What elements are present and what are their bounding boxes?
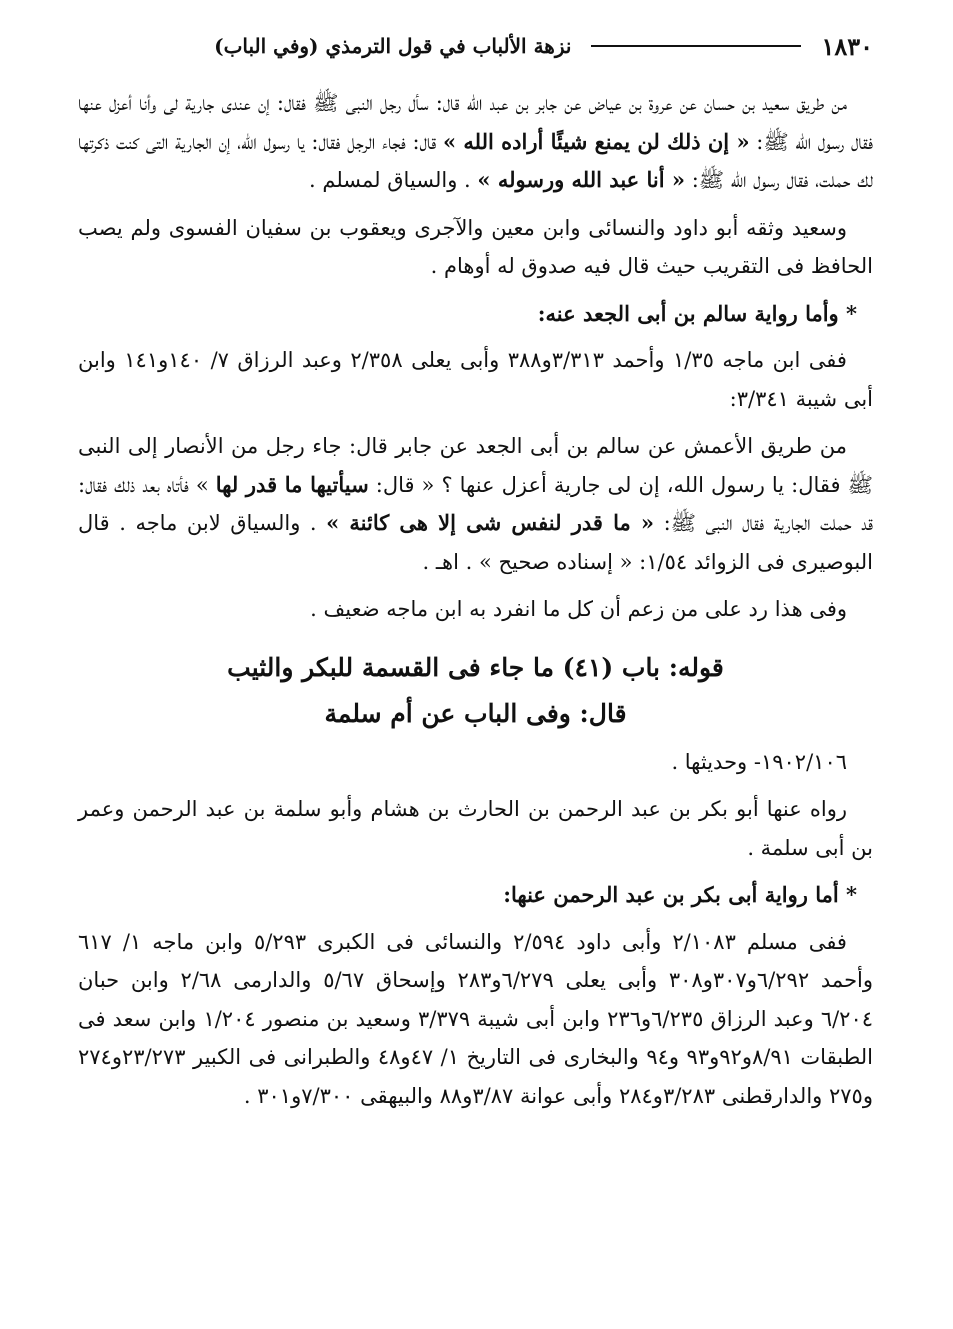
- chapter-subtitle: قال: وفى الباب عن أم سلمة: [324, 698, 627, 728]
- paragraph-4-text-a: من طريق الأعمش عن سالم بن أبى الجعد عن جابر قال: جاء رجل من الأنصار إلى النبى ﷺ فقال: يا رسول الله، إن لى جارية أعزل عنها ؟ « قال:: [78, 434, 873, 497]
- paragraph-7: ففى مسلم ٢/١٠٨٣ وأبى داود ٢/٥٩٤ والنسائى فى الكبرى ٥/٢٩٣ وابن ماجه ١/ ٦١٧ وأحمد ٦/٢٩٢و٣٠٧و٣٠٨ وأبى يعلى ٦/٢٧٩و٢٨٣ وإسحاق ٥/٦٧ والدارمى ٢/٦٨ وابن حبان ٦/٢٠٤ وعبد الرزاق ٦/٢٣٥و٢٣٦ وابن أبى شيبة ٣/٣٧٩ وسعيد بن منصور ١/٢٠٤ وابن سعد فى الطبقات ٨/٩١و٩٢و٩٣ و٩٤ والبخارى فى التاريخ ١/ ٤٧و٤٨ والطبرانى فى الكبير ٢٣/٢٧٣و٢٧٤ و٢٧٥ والدارقطنى ٣/٢٨٣و٢٨٤ وأبى عوانة ٣/٨٧و٨٨ والبيهقى ٧/٣٠٠و٣٠١ .: [78, 929, 874, 1108]
- paragraph-4-text-c: » فأتاه بعد ذلك فقال: قد حملت الجارية فقال النبى ﷺ:: [78, 472, 873, 535]
- paragraph-1-text-c: قال: فجاء الرجل فقال: يا رسول الله، إن الجارية التى كنت ذكرتها لك حملت، فقال رسول الله ﷺ:: [78, 129, 873, 192]
- header-rule: [591, 45, 801, 47]
- hadith-quote-4: « ما قدر لنفس شى إلا هى كائنة »: [326, 510, 655, 535]
- running-title: نزهة الألباب في قول الترمذي (وفي الباب): [214, 34, 572, 58]
- hadith-quote-3: سيأتيها ما قدر لها: [215, 471, 369, 497]
- section-heading-salim: * وأما رواية سالم بن أبى الجعد عنه:: [537, 300, 857, 326]
- page-header: [78, 26, 873, 66]
- paragraph-6: رواه عنها أبو بكر بن عبد الرحمن بن الحارث بن هشام وأبو سلمة بن عبد الرحمن وعمر بن أبى سلمة .: [78, 797, 873, 860]
- paragraph-1: [78, 84, 873, 200]
- section-heading-abu-bakr: * أما رواية أبى بكر بن عبد الرحمن عنها:: [503, 882, 857, 907]
- paragraph-1-text-a: من طريق سعيد بن حسان عن عروة بن عياض عن جابر بن عبد الله قال: سأل رجل النبى ﷺ فقال: إن عندى جارية لى وأنا أعزل عنها فقال رسول الله ﷺ:: [78, 91, 873, 154]
- paragraph-4-text-e: . والسياق لابن ماجه . قال البوصيرى فى الزوائد ١/٥٤: « إسناده صحيح » . اهـ .: [78, 511, 873, 574]
- paragraph-4: [78, 427, 873, 581]
- chapter-title: قوله: باب (٤١) ما جاء فى القسمة للبكر والثيب: [227, 652, 724, 682]
- page-number: ١٨٣٠: [821, 31, 873, 61]
- paragraph-3: ففى ابن ماجه ١/٣٥ وأحمد ٣/٣١٣و٣٨٨ وأبى يعلى ٢/٣٥٨ وعبد الرزاق ٧/ ١٤٠و١٤١ وابن أبى شيبة ٣/٣٤١:: [78, 348, 873, 411]
- paragraph-2: وسعيد وثقه أبو داود والنسائى وابن معين والآجرى ويعقوب بن سفيان الفسوى ولم يصب الحافظ فى التقريب حيث قال فيه صدوق له أوهام .: [78, 215, 873, 278]
- page-body: [78, 84, 873, 1124]
- hadith-quote-1: « إن ذلك لن يمنع شيئًا أراده الله »: [442, 128, 750, 154]
- paragraph-1-text-e: . والسياق لمسلم .: [309, 168, 478, 192]
- hadith-number: ١٩٠٢/١٠٦- وحديثها .: [671, 749, 847, 774]
- paragraph-5: وفى هذا رد على من زعم أن كل ما انفرد به ابن ماجه ضعيف .: [310, 597, 847, 621]
- hadith-quote-2: « أنا عبد الله ورسوله »: [477, 167, 686, 192]
